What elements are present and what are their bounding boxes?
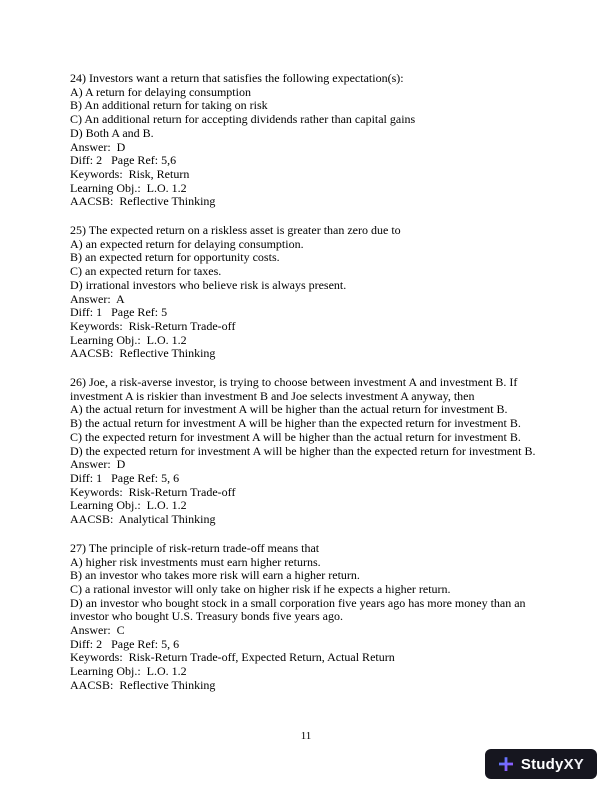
keywords-line: Keywords: Risk-Return Trade-off — [70, 484, 236, 499]
diff-pageref-line: Diff: 2 Page Ref: 5, 6 — [70, 636, 180, 651]
choice-d: D) irrational investors who believe risk is always present. — [70, 277, 347, 292]
keywords-line: Keywords: Risk-Return Trade-off, Expected Return, Actual Return — [70, 650, 395, 665]
brand-wordmark — [521, 756, 584, 773]
choice-a: A) A return for delaying consumption — [70, 84, 251, 99]
choice-c: C) an expected return for taxes. — [70, 264, 222, 279]
brand-text-primary: Study — [520, 755, 564, 773]
choice-d: D) the expected return for investment A will be higher than the expected return for investment B. — [70, 443, 536, 458]
answer-line: Answer: D — [70, 457, 126, 472]
keywords-line: Keywords: Risk-Return Trade-off — [70, 318, 236, 333]
learning-obj-line: Learning Obj.: L.O. 1.2 — [70, 180, 187, 195]
learning-obj-line: Learning Obj.: L.O. 1.2 — [70, 332, 187, 347]
choice-c: C) the expected return for investment A will be higher than the actual return for investment B. — [70, 429, 521, 444]
diff-pageref-line: Diff: 1 Page Ref: 5 — [70, 305, 168, 320]
diff-pageref-line: Diff: 2 Page Ref: 5,6 — [70, 153, 177, 168]
question-prompt: 24) Investors want a return that satisfies the following expectation(s): — [70, 71, 404, 85]
aacsb-line: AACSB: Analytical Thinking — [70, 512, 216, 527]
choice-b: B) an expected return for opportunity costs. — [70, 250, 280, 265]
choice-a: A) the actual return for investment A will be higher than the actual return for investment B. — [70, 402, 508, 417]
brand-text-secondary: XY — [563, 755, 584, 773]
keywords-line: Keywords: Risk, Return — [70, 166, 190, 181]
aacsb-line: AACSB: Reflective Thinking — [70, 346, 216, 361]
answer-line: Answer: C — [70, 623, 125, 638]
question-prompt: 25) The expected return on a riskless asset is greater than zero due to — [70, 223, 401, 238]
page-content — [70, 72, 552, 708]
question-prompt: 27) The principle of risk-return trade-off means that — [70, 540, 320, 555]
choice-b: B) an investor who takes more risk will earn a higher return. — [70, 568, 360, 583]
question-24 — [70, 72, 552, 209]
aacsb-line: AACSB: Reflective Thinking — [70, 677, 216, 692]
learning-obj-line: Learning Obj.: L.O. 1.2 — [70, 664, 187, 679]
question-25 — [70, 224, 552, 361]
answer-line: Answer: D — [70, 139, 126, 154]
choice-b: B) the actual return for investment A will be higher than the expected return for investment B. — [70, 416, 521, 431]
answer-line: Answer: A — [70, 291, 125, 306]
choice-c: C) An additional return for accepting dividends rather than capital gains — [70, 112, 416, 127]
choice-a: A) an expected return for delaying consumption. — [70, 236, 304, 251]
page-number: 11 — [300, 730, 312, 742]
diff-pageref-line: Diff: 1 Page Ref: 5, 6 — [70, 470, 180, 485]
plus-icon — [498, 756, 514, 772]
studyxy-logo-badge — [485, 749, 597, 779]
choice-d-line-1: D) an investor who bought stock in a small corporation five years ago has more money than an — [70, 595, 526, 610]
question-27 — [70, 542, 552, 693]
choice-d-line-2: investor who bought U.S. Treasury bonds five years ago. — [70, 609, 343, 624]
learning-obj-line: Learning Obj.: L.O. 1.2 — [70, 498, 187, 513]
choice-a: A) higher risk investments must earn higher returns. — [70, 554, 321, 569]
question-prompt-line-2: investment A is riskier than investment B and Joe selects investment A anyway, then — [70, 388, 475, 403]
choice-c: C) a rational investor will only take on higher risk if he expects a higher return. — [70, 581, 451, 596]
aacsb-line: AACSB: Reflective Thinking — [70, 194, 216, 209]
question-26 — [70, 376, 552, 527]
choice-d: D) Both A and B. — [70, 125, 154, 140]
question-prompt-line-1: 26) Joe, a risk-averse investor, is trying to choose between investment A and investment B. If — [70, 375, 518, 390]
choice-b: B) An additional return for taking on risk — [70, 98, 268, 113]
